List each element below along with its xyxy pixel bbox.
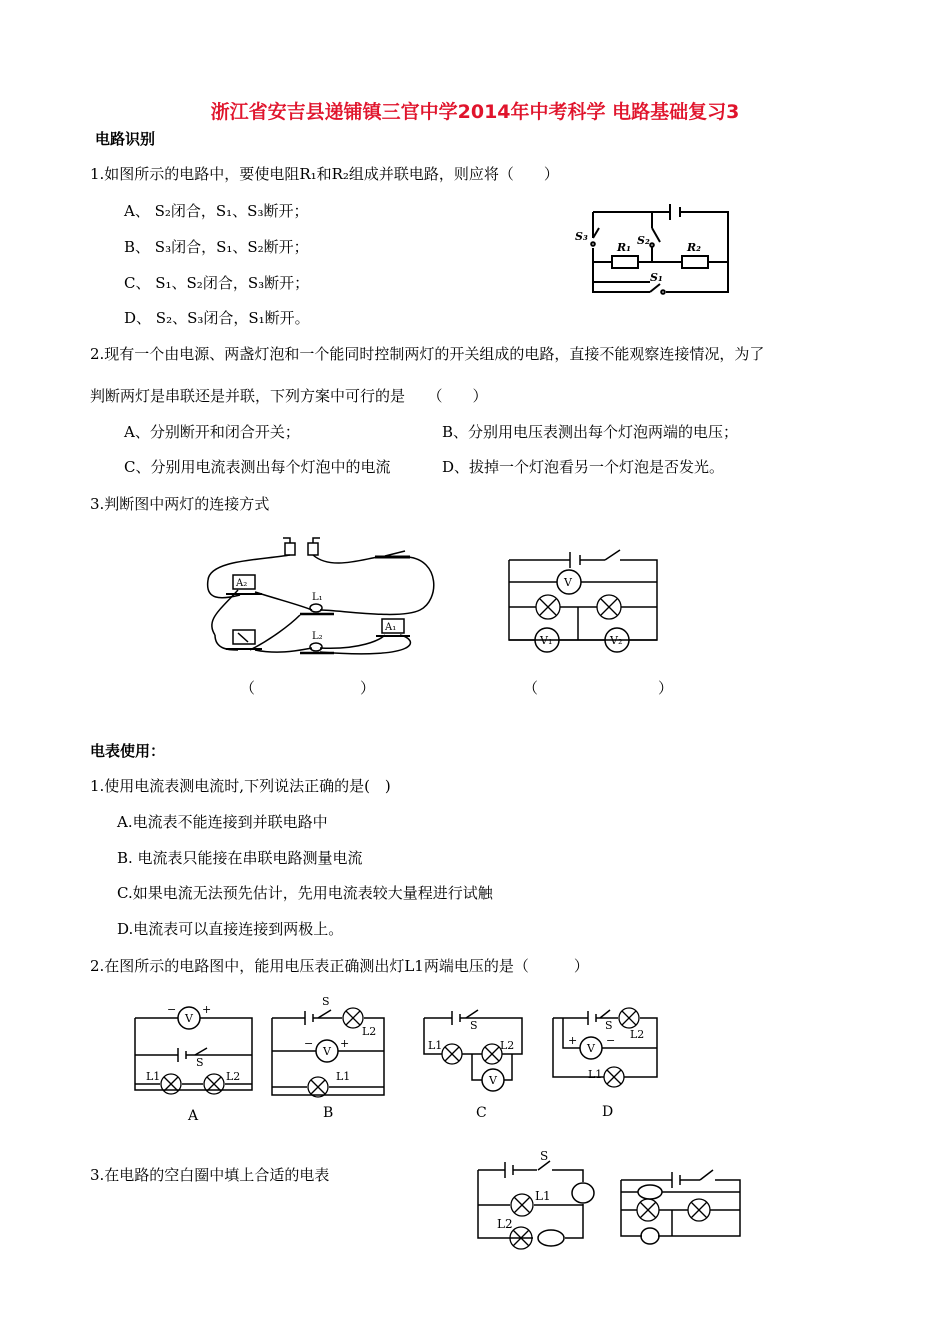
page-title: 浙江省安吉县递铺镇三官中学2014年中考科学 电路基础复习3 (210, 101, 740, 123)
section-heading-circuit-recognition: 电路识别 (95, 130, 156, 148)
fig-b-plus: + (340, 1037, 350, 1050)
fig-d-switch: S (605, 1019, 613, 1032)
s2-q1-option-c: C.如果电流无法预先估计，先用电流表较大量程进行试触 (117, 884, 493, 902)
question-2-stem-line2: 判断两灯是串联还是并联，下列方案中可行的是 （ ） (90, 387, 488, 405)
s2-q3-label-s: S (540, 1149, 549, 1163)
fig-b-l1: L1 (336, 1070, 351, 1083)
fig-c-l2: L2 (500, 1039, 515, 1052)
s2-q3-label-l2: L2 (497, 1217, 513, 1231)
s2-q3-label-l1: L1 (535, 1189, 551, 1203)
q1-label-r1: R₁ (617, 241, 631, 254)
q1-option-d: D、 S₂、S₃闭合，S₁断开。 (124, 309, 310, 327)
q3-answer-blank-left[interactable]: （ ） (240, 679, 376, 697)
q1-label-s3: S₃ (575, 230, 588, 243)
fig-label-d: D (602, 1104, 614, 1120)
fig-label-a: A (188, 1108, 199, 1124)
q3-label-v: V (564, 576, 572, 589)
q1-label-s1: S₁ (650, 271, 663, 284)
fig-b-l2: L2 (362, 1025, 377, 1038)
q1-option-a: A、 S₂闭合，S₁、S₃断开； (124, 202, 309, 220)
question-1-stem: 1.如图所示的电路中，要使电阻R₁和R₂组成并联电路，则应将（ ） (90, 165, 559, 183)
s2-question-1-stem: 1.使用电流表测电流时,下列说法正确的是( ) (90, 777, 391, 795)
q1-option-b: B、 S₃闭合，S₁、S₂断开； (124, 238, 309, 256)
question-2-stem-line1: 2.现有一个由电源、两盏灯泡和一个能同时控制两灯的开关组成的电路，直接不能观察连接情况，为了 (90, 345, 765, 363)
section-heading-meter-usage: 电表使用： (90, 742, 166, 760)
fig-c-l1: L1 (428, 1039, 443, 1052)
question-3-stem: 3.判断图中两灯的连接方式 (90, 495, 270, 513)
q3-label-l1: L₁ (312, 592, 323, 603)
fig-b-voltmeter: V (323, 1045, 331, 1058)
q2-option-d: D、拔掉一个灯泡看另一个灯泡是否发光。 (442, 458, 725, 476)
fig-a-plus: + (202, 1003, 212, 1016)
fig-a-l2: L2 (226, 1070, 241, 1083)
fig-b-minus: − (304, 1037, 314, 1050)
fig-a-switch: S (196, 1056, 204, 1069)
q3-label-l2: L₂ (312, 631, 323, 642)
s2-question-3-stem: 3.在电路的空白圈中填上合适的电表 (90, 1166, 330, 1184)
q2-option-c: C、分别用电流表测出每个灯泡中的电流 (124, 458, 391, 476)
q2-option-b: B、分别用电压表测出每个灯泡两端的电压； (442, 423, 739, 441)
q1-label-r2: R₂ (687, 241, 701, 254)
s2-q1-option-a: A.电流表不能连接到并联电路中 (117, 813, 328, 831)
fig-a-voltmeter: V (185, 1012, 193, 1025)
fig-d-l1: L1 (588, 1068, 603, 1081)
fig-d-voltmeter: V (587, 1042, 595, 1055)
fig-d-plus: + (568, 1034, 578, 1047)
fig-label-c: C (476, 1105, 487, 1121)
q3-label-v1: V₁ (540, 634, 553, 647)
fig-c-switch: S (470, 1019, 478, 1032)
fig-a-l1: L1 (146, 1070, 161, 1083)
q1-option-c: C、 S₁、S₂闭合，S₃断开； (124, 274, 310, 292)
s2-question-2-stem: 2.在图所示的电路图中，能用电压表正确测出灯L1两端电压的是（ ） (90, 957, 589, 975)
fig-c-voltmeter: V (489, 1074, 497, 1087)
fig-d-l2: L2 (630, 1028, 645, 1041)
q2-option-a: A、分别断开和闭合开关； (124, 423, 300, 441)
fig-d-minus: − (606, 1034, 616, 1047)
q3-answer-blank-right[interactable]: （ ） (523, 679, 674, 697)
fig-label-b: B (323, 1105, 334, 1121)
fig-b-switch: S (322, 995, 330, 1008)
fig-a-minus: − (167, 1003, 177, 1016)
s2-q1-option-b: B. 电流表只能接在串联电路测量电流 (117, 849, 363, 867)
q3-label-a1: A₁ (385, 622, 397, 633)
q3-label-a2: A₂ (236, 578, 248, 589)
q1-label-s2: S₂ (637, 234, 650, 247)
q3-label-v2: V₂ (610, 634, 623, 647)
s2-q1-option-d: D.电流表可以直接连接到两极上。 (117, 920, 344, 938)
